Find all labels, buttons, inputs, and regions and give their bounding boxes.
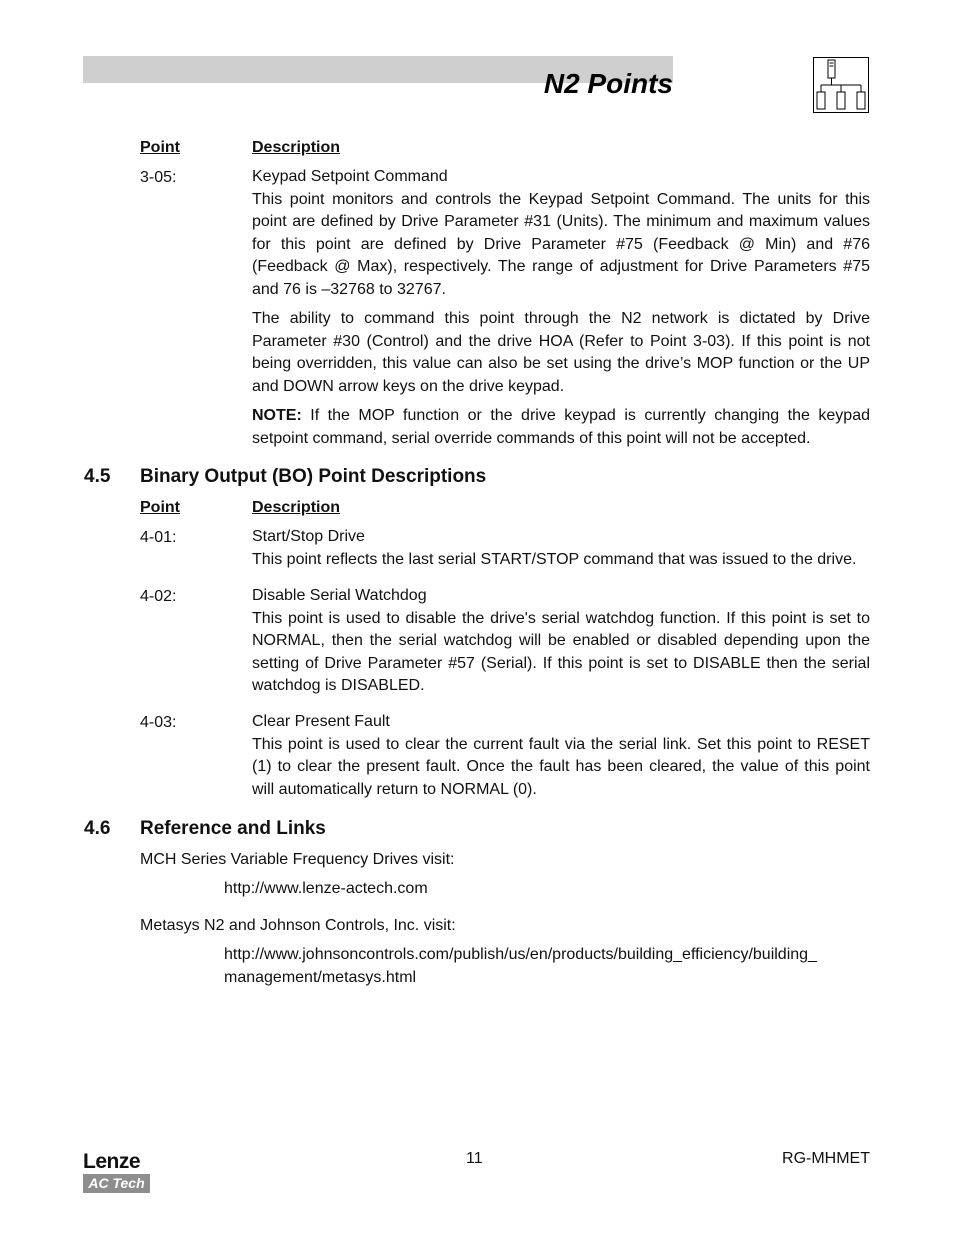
column-head-description: Description: [252, 139, 341, 156]
point-description: [252, 585, 870, 698]
actech-logo: AC Tech: [83, 1174, 150, 1193]
note-paragraph: [252, 405, 870, 450]
lenze-logo: Lenze: [83, 1150, 141, 1173]
column-head-point: Point: [140, 139, 180, 156]
section-title: Binary Output (BO) Point Descriptions: [140, 466, 487, 487]
point-paragraph: This point monitors and controls the Keypad Setpoint Command. The units for this point are defined by Drive Parameter #31 (Units). The minimum and maximum values for this point are defined by Drive Parameter #75 (Feedback @ Min) and #76 (Feedback @ Max), respectively. The range of adjustment for Drive Parameters #75 and 76 is –32768 to 32767.: [252, 190, 870, 298]
point-id: 3-05:: [140, 169, 177, 186]
column-head-description: Description: [252, 499, 341, 516]
point-id: 4-03:: [140, 714, 177, 731]
point-paragraph: This point reflects the last serial START/STOP command that was issued to the drive.: [252, 550, 857, 568]
point-name: Disable Serial Watchdog: [252, 587, 427, 604]
point-name: Start/Stop Drive: [252, 528, 365, 545]
link-intro: Metasys N2 and Johnson Controls, Inc. visit:: [140, 917, 456, 934]
network-tree-icon: [813, 57, 869, 113]
point-name: Clear Present Fault: [252, 713, 390, 730]
link-url-line: management/metasys.html: [224, 968, 417, 986]
point-paragraph: This point is used to clear the current fault via the serial link. Set this point to RESET (1) to clear the present fault. Once the fault has been cleared, the value of this point will automatically return to NORMAL (0).: [252, 735, 870, 798]
point-paragraph: This point is used to disable the drive's serial watchdog function. If this point is set to NORMAL, then the serial watchdog will be enabled or disabled depending upon the setting of Drive Parameter #57 (Serial). If this point is set to DISABLE then the serial watchdog is DISABLED.: [252, 609, 870, 694]
link-url-line: http://www.johnsoncontrols.com/publish/us/en/products/building_efficiency/building_: [224, 946, 817, 963]
section-number: 4.6: [84, 818, 111, 839]
column-head-point: Point: [140, 499, 180, 516]
page-title: N2 Points: [543, 68, 673, 99]
point-name: Keypad Setpoint Command: [252, 168, 448, 185]
section-title: Reference and Links: [140, 818, 326, 839]
page-number: 11: [466, 1150, 483, 1167]
note-text: If the MOP function or the drive keypad is currently changing the keypad setpoint command, serial override commands of this point will not be accepted.: [252, 407, 870, 447]
link-url[interactable]: [224, 944, 874, 989]
point-id: 4-01:: [140, 529, 177, 546]
section-number: 4.5: [84, 466, 111, 487]
link-url[interactable]: http://www.lenze-actech.com: [224, 880, 428, 897]
point-description: [252, 526, 870, 571]
note-label: NOTE:: [252, 407, 302, 424]
point-description: [252, 166, 870, 450]
point-id: 4-02:: [140, 588, 177, 605]
link-intro: MCH Series Variable Frequency Drives visit:: [140, 851, 455, 868]
point-paragraph: The ability to command this point through the N2 network is dictated by Drive Parameter #30 (Control) and the drive HOA (Refer to Point 3-03). If this point is not being overridden, this value can also be set using the drive’s MOP function or the UP and DOWN arrow keys on the drive keypad.: [252, 310, 870, 395]
document-code: RG-MHMET: [782, 1150, 870, 1167]
point-description: [252, 711, 870, 801]
